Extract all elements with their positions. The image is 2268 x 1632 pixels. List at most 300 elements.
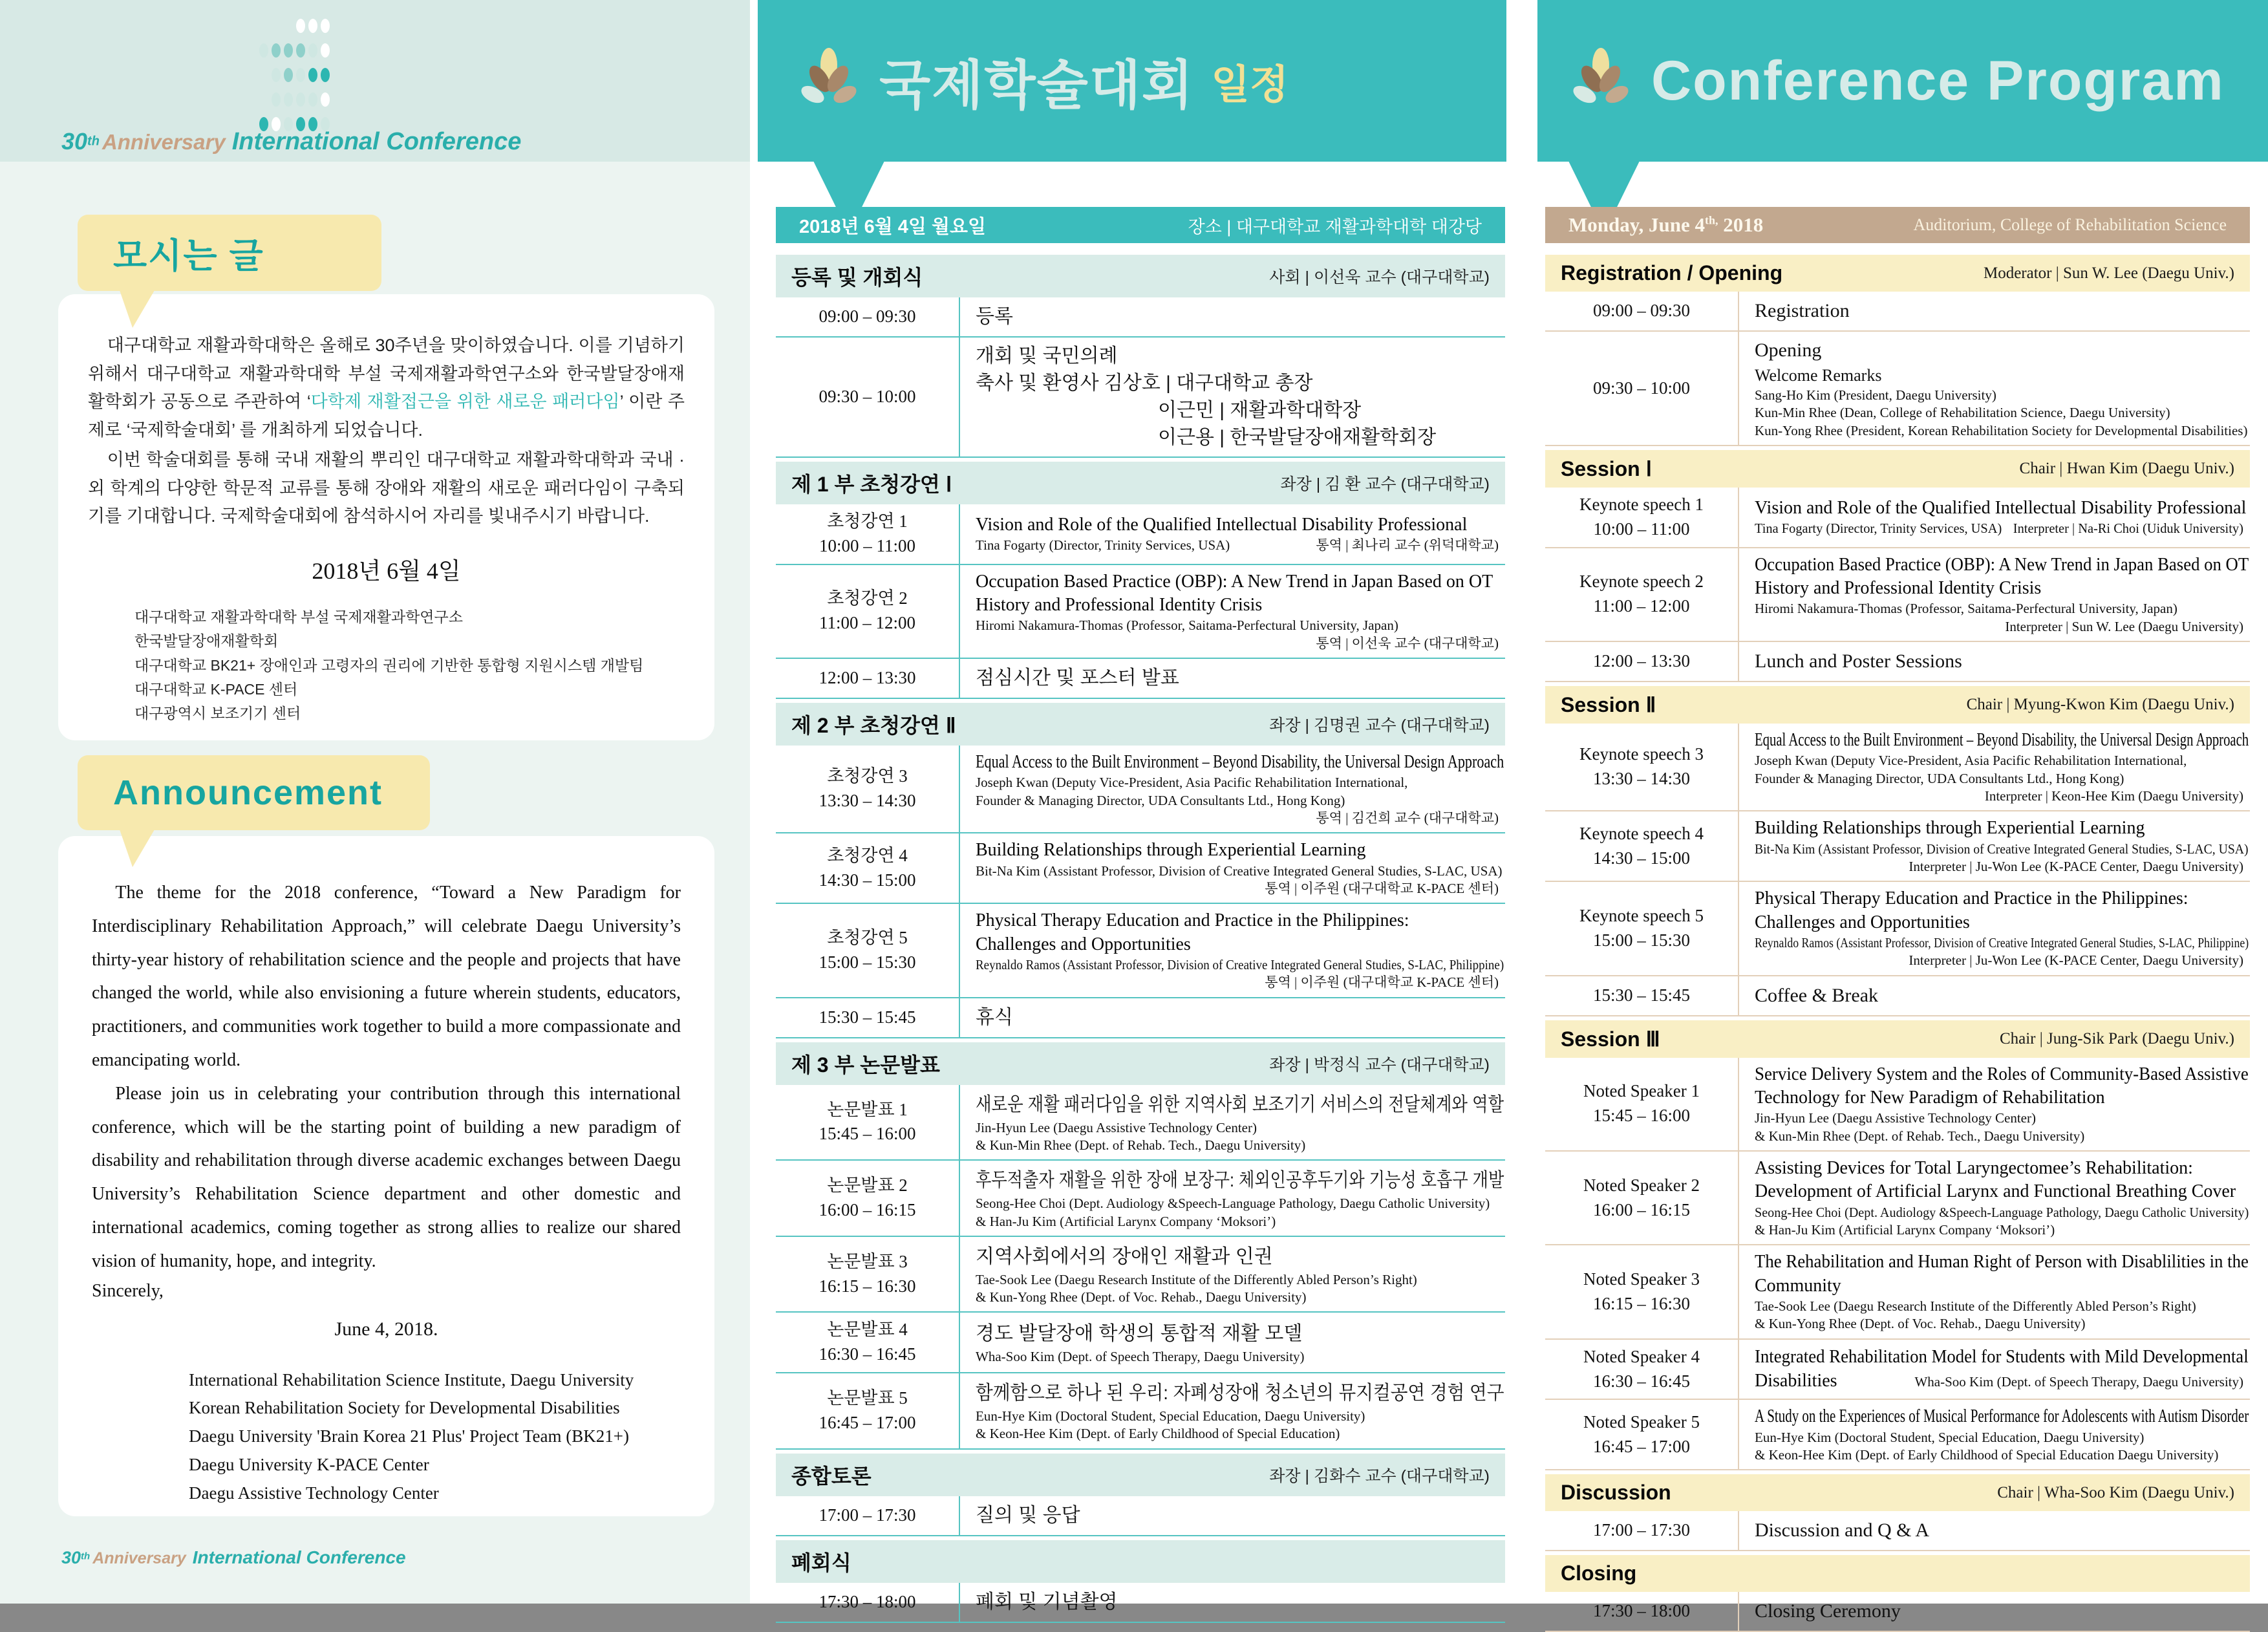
schedule-line: Jin-Hyun Lee (Daegu Assistive Technology Center) (1755, 1110, 2036, 1126)
invitation-bubble (78, 215, 381, 291)
time-text: 09:00 – 09:30 (1592, 301, 1690, 321)
schedule-line: Kun-Min Rhee (Dean, College of Rehabilitation Science, Daegu University) (1755, 405, 2170, 421)
schedule-line: 질의 및 응답 (976, 1504, 1080, 1526)
schedule-row (1545, 1152, 2250, 1245)
schedule-line: 후두적출자 재활을 위한 장애 보장구: 체외인공후두기와 기능성 호흡구 개발 (976, 1170, 1504, 1192)
time-text: 15:30 – 15:45 (1592, 985, 1690, 1005)
section-title: Session Ⅲ (1561, 1027, 1660, 1051)
section-title: Discussion (1561, 1481, 1671, 1505)
time-cell (776, 504, 960, 564)
schedule-line: & Kun-Yong Rhee (Dept. of Voc. Rehab., Daegu University) (1755, 1316, 2086, 1332)
section-title: Registration / Opening (1561, 261, 1783, 285)
schedule-line: Hiromi Nakamura-Thomas (Professor, Saitama-Perfectural University, Japan) (976, 617, 1398, 634)
time-text: 15:45 – 16:00 (1592, 1106, 1690, 1126)
schedule-line: Wha-Soo Kim (Dept. of Speech Therapy, Daegu University) (976, 1349, 1305, 1365)
schedule-row (1545, 1400, 2250, 1470)
content-cell (960, 1313, 1505, 1372)
time-text: 09:30 – 10:00 (1592, 378, 1690, 398)
schedule-table-english (1545, 251, 2250, 1632)
schedule-row (1545, 642, 2250, 682)
schedule-line: Vision and Role of the Qualified Intellectual Disability Professional (1755, 497, 2247, 518)
org-item: 한국발달장애재활학회 (134, 632, 279, 650)
schedule-line: Building Relationships through Experiential Learning (1755, 818, 2145, 839)
time-cell (1545, 811, 1739, 881)
time-text: 13:30 – 14:30 (818, 791, 916, 811)
time-text: 15:45 – 16:00 (818, 1124, 916, 1144)
content-cell (1739, 1058, 2250, 1150)
org-item: 대구대학교 BK21+ 장애인과 고령자의 권리에 기반한 통합형 지원시스템 개발팀 (134, 656, 644, 674)
schedule-row (776, 998, 1505, 1038)
schedule-row (776, 338, 1505, 458)
content-cell (960, 1373, 1505, 1448)
section-header (776, 255, 1505, 297)
schedule-row (1545, 292, 2250, 332)
schedule-row (1545, 724, 2250, 811)
time-cell (1545, 488, 1739, 547)
schedule-row (776, 297, 1505, 338)
content-cell (1739, 976, 2250, 1015)
invitation-organizations (134, 605, 685, 725)
section-title: 제 2 부 초청강연 Ⅱ (791, 713, 956, 737)
section-title: 등록 및 개회식 (791, 266, 923, 289)
schedule-line: Eun-Hye Kim (Doctoral Student, Special Education, Daegu University) (1755, 1429, 2145, 1445)
content-cell (960, 565, 1505, 658)
time-text: 초청강연 2 (827, 588, 908, 608)
schedule-row (776, 1161, 1505, 1237)
time-cell (1545, 1245, 1739, 1338)
schedule-row (776, 659, 1505, 699)
time-cell (776, 565, 960, 658)
schedule-row (1545, 1245, 2250, 1339)
time-cell (1545, 642, 1739, 681)
right-banner-title: Conference Program (1651, 49, 2225, 112)
brand-lockup: 30th Anniversary International Conference (61, 128, 522, 155)
schedule-line: 이근용 | 한국발달장애재활학회장 (1158, 427, 1437, 448)
invitation-label: 모시는 글 (113, 236, 264, 275)
schedule-row (776, 1496, 1505, 1536)
content-cell (960, 833, 1505, 903)
schedule-line: 폐회 및 기념촬영 (976, 1591, 1118, 1613)
schedule-line: Reynaldo Ramos (Assistant Professor, Division of Creative Integrated General Studies, S-LAC, Philippine) (1755, 935, 2249, 950)
time-text: 11:00 – 12:00 (1593, 596, 1690, 616)
time-cell (776, 338, 960, 456)
time-cell (1545, 1592, 1739, 1631)
section-header (1545, 450, 2250, 488)
time-cell (1545, 292, 1739, 330)
content-cell (1739, 332, 2250, 445)
section-chair-label: Chair | Wha-Soo Kim (Daegu Univ.) (1997, 1483, 2234, 1501)
content-cell (960, 1085, 1505, 1160)
time-text: Noted Speaker 4 (1583, 1346, 1700, 1366)
invitation-paragraph-2: 이번 학술대회를 통해 국내 재활의 뿌리인 대구대학교 재활과학대학과 국내 · 외 학계의 다양한 학문적 교류를 통해 장애와 재활의 새로운 패러다임이 구축되기를 기대합니다. 국제학술대회에 참석하시어 자리를 빛내주시기 바랍니다. (88, 449, 685, 526)
time-text: Noted Speaker 3 (1583, 1269, 1700, 1289)
section-header (1545, 255, 2250, 292)
schedule-row (1545, 488, 2250, 548)
section-title: 종합토론 (791, 1464, 872, 1488)
section-title: 제 3 부 논문발표 (791, 1053, 940, 1077)
time-cell (776, 1313, 960, 1372)
section-title: Session Ⅰ (1561, 456, 1653, 480)
org-item: Korean Rehabilitation Society for Developmental Disabilities (189, 1398, 620, 1418)
time-cell (776, 998, 960, 1037)
schedule-line: Physical Therapy Education and Practice in the Philippines: (1755, 888, 2188, 909)
time-text: 초청강연 5 (827, 928, 908, 948)
schedule-line: Registration (1755, 300, 1850, 321)
content-cell (1739, 724, 2250, 810)
signature: Sincerely, (92, 1280, 164, 1301)
time-cell (776, 297, 960, 336)
time-text: 16:45 – 17:00 (818, 1412, 916, 1432)
schedule-line: 함께함으로 하나 된 우리: 자폐성장애 청소년의 뮤지컬공연 경험 연구 (976, 1382, 1504, 1404)
schedule-line: Assisting Devices for Total Laryngectomee’s Rehabilitation: (1755, 1157, 2193, 1178)
time-cell (776, 1496, 960, 1535)
time-text: 논문발표 1 (827, 1099, 908, 1119)
schedule-line: Vision and Role of the Qualified Intellectual Disability Professional (976, 514, 1468, 535)
schedule-table-korean (776, 251, 1505, 1623)
brand-anniversary: Anniversary (102, 130, 226, 154)
time-text: 15:30 – 15:45 (818, 1007, 916, 1027)
content-cell (960, 1583, 1505, 1622)
schedule-line: Integrated Rehabilitation Model for Students with Mild Developmental (1755, 1347, 2249, 1368)
content-cell (1739, 548, 2250, 641)
announcement-organizations (189, 1366, 681, 1508)
section-title: 폐회식 (791, 1551, 851, 1574)
schedule-line: Joseph Kwan (Deputy Vice-President, Asia Pacific Rehabilitation International, (1755, 753, 2187, 769)
leaf-logo-icon (1568, 42, 1633, 120)
schedule-line: Challenges and Opportunities (1755, 912, 1970, 932)
brand-conference: International Conference (231, 128, 522, 155)
section-chair-label: 좌장 | 김 환 교수 (대구대학교) (1280, 475, 1490, 493)
announcement-paragraph-2: Please join us in celebrating your contribution through this international conference, which will be the starting point of building a new paradigm of disability and rehabilitation through diverse academic exchanges between Daegu University’s Rehabilitation Science department and other domestic and international academics, coming together as strong allies to realize our shared vision of humanity, hope, and integrity. (92, 1083, 681, 1271)
time-text: 초청강연 4 (827, 845, 908, 865)
time-text: 16:30 – 16:45 (1592, 1371, 1690, 1391)
schedule-line: & Kun-Yong Rhee (Dept. of Voc. Rehab., Daegu University) (976, 1289, 1307, 1305)
org-item: 대구광역시 보조기기 센터 (134, 705, 301, 722)
content-cell (1739, 811, 2250, 881)
schedule-line: A Study on the Experiences of Musical Performance for Adolescents with Autism Disorder (1755, 1406, 2249, 1427)
content-cell (960, 504, 1505, 564)
time-cell (1545, 332, 1739, 445)
schedule-line: 통역 | 이주원 (대구대학교 K-PACE 센터) (1265, 880, 1499, 896)
interpreter-text: 통역 | 최나리 교수 (위덕대학교) (1316, 537, 1499, 553)
schedule-line: Service Delivery System and the Roles of Community-Based Assistive (1755, 1064, 2249, 1084)
org-item: International Rehabilitation Science Institute, Daegu University (189, 1369, 634, 1390)
schedule-line: Founder & Managing Director, UDA Consultants Ltd., Hong Kong) (1755, 770, 2124, 786)
section-chair-label: 사회 | 이선욱 교수 (대구대학교) (1269, 268, 1490, 286)
section-header (1545, 1555, 2250, 1592)
announcement-label: Announcement (113, 773, 383, 812)
content-cell (960, 1496, 1505, 1535)
schedule-line: Interpreter | Ju-Won Lee (K-PACE Center, Daegu University) (1909, 952, 2243, 969)
schedule-line: Tae-Sook Lee (Daegu Research Institute of the Differently Abled Person’s Right) (976, 1271, 1417, 1287)
schedule-line: Occupation Based Practice (OBP): A New Trend in Japan Based on OT (1755, 554, 2249, 575)
time-text: 논문발표 4 (827, 1320, 908, 1340)
schedule-line: Bit-Na Kim (Assistant Professor, Division of Creative Integrated General Studies, S-LAC, USA) (1755, 841, 2249, 857)
schedule-row (1545, 332, 2250, 446)
middle-banner-subtitle: 일정 (1211, 62, 1289, 107)
schedule-line: Interpreter | Keon-Hee Kim (Daegu University) (1984, 788, 2243, 804)
time-text: 초청강연 3 (827, 766, 908, 786)
time-text: 13:30 – 14:30 (1592, 769, 1690, 789)
time-cell (776, 1161, 960, 1236)
time-text: 11:00 – 12:00 (818, 613, 915, 633)
footer-brand-lockup: 30th Anniversary International Conference (61, 1547, 406, 1567)
content-cell (1739, 1592, 2250, 1631)
content-cell (960, 338, 1505, 456)
time-cell (1545, 1058, 1739, 1150)
time-text: 16:30 – 16:45 (818, 1344, 916, 1364)
schedule-line: & Kun-Min Rhee (Dept. of Rehab. Tech., Daegu University) (976, 1137, 1306, 1153)
announcement-bubble (78, 755, 430, 830)
time-text: 논문발표 2 (827, 1176, 908, 1196)
schedule-line (976, 537, 1504, 554)
right-date-bar (1545, 207, 2250, 243)
schedule-line (1755, 1369, 2249, 1393)
section-chair-label: 좌장 | 박정식 교수 (대구대학교) (1269, 1055, 1490, 1074)
time-text: Keynote speech 3 (1579, 744, 1704, 764)
announcement-paragraph-1: The theme for the 2018 conference, “Toward a New Paradigm for Interdisciplinary Rehabilitation Approach,” will celebrate Daegu University’s thirty-year history of rehabilitation science and the people and projects that have changed the world, while also envisioning a future wherein students, educators, practitioners, and communities work together to build a more compassionate and emancipating world. (92, 883, 681, 1070)
right-date: Monday, June $4^{th,}$ 2018 (1568, 213, 1764, 236)
schedule-line: Building Relationships through Experiential Learning (976, 840, 1366, 861)
schedule-line: 등록 (976, 306, 1013, 327)
section-chair-label: 좌장 | 김화수 교수 (대구대학교) (1269, 1466, 1490, 1485)
time-text: 17:30 – 18:00 (1592, 1601, 1690, 1621)
time-text: 17:00 – 17:30 (818, 1505, 916, 1525)
schedule-row (1545, 882, 2250, 976)
section-header (776, 1540, 1505, 1583)
time-text: Noted Speaker 5 (1583, 1412, 1700, 1432)
interpreter-text: Wha-Soo Kim (Dept. of Speech Therapy, Daegu University) (1914, 1373, 2243, 1390)
time-text: 16:15 – 16:30 (1592, 1294, 1690, 1314)
schedule-line: Welcome Remarks (1755, 366, 1882, 385)
schedule-row (776, 504, 1505, 565)
time-text: 17:00 – 17:30 (1592, 1520, 1690, 1540)
section-chair-label: Chair | Jung-Sik Park (Daegu Univ.) (1999, 1029, 2234, 1047)
time-text: 15:00 – 15:30 (818, 952, 916, 972)
time-text: 12:00 – 13:30 (818, 668, 916, 688)
time-cell (776, 1583, 960, 1622)
schedule-row (1545, 548, 2250, 642)
time-text: 16:45 – 17:00 (1592, 1436, 1690, 1456)
time-text: Keynote speech 4 (1579, 823, 1704, 843)
section-title: Session Ⅱ (1561, 693, 1656, 716)
time-text: 15:00 – 15:30 (1592, 930, 1690, 950)
content-cell (1739, 1511, 2250, 1550)
middle-date-bar (776, 207, 1505, 243)
schedule-row (1545, 1511, 2250, 1551)
section-header (1545, 686, 2250, 724)
schedule-line: Closing Ceremony (1755, 1600, 1901, 1622)
section-header (1545, 1020, 2250, 1058)
time-text: Keynote speech 5 (1579, 906, 1704, 926)
schedule-line: 개회 및 국민의례 (976, 345, 1118, 367)
org-item: 대구대학교 K-PACE 센터 (134, 680, 298, 698)
content-cell (960, 746, 1505, 832)
schedule-line: Interpreter | Sun W. Lee (Daegu University) (2005, 618, 2243, 634)
section-header (776, 1042, 1505, 1085)
org-item: 대구대학교 재활과학대학 부설 국제재활과학연구소 (134, 608, 463, 626)
time-text: 17:30 – 18:00 (818, 1591, 916, 1611)
section-header (776, 462, 1505, 504)
section-header (776, 703, 1505, 746)
time-text: 14:30 – 15:00 (1592, 848, 1690, 868)
time-text: Keynote speech 2 (1579, 572, 1704, 592)
schedule-line: & Keon-Hee Kim (Dept. of Early Childhood of Special Education Daegu University) (1755, 1447, 2219, 1463)
time-text: 10:00 – 11:00 (818, 535, 915, 555)
speaker-text: Tina Fogarty (Director, Trinity Services, USA) (976, 537, 1230, 553)
content-cell (1739, 1152, 2250, 1244)
section-chair-label: Chair | Myung-Kwon Kim (Daegu Univ.) (1966, 695, 2234, 713)
invitation-card (58, 294, 714, 740)
schedule-line: Kun-Yong Rhee (President, Korean Rehabilitation Society for Developmental Disabilities) (1755, 422, 2248, 438)
time-cell (1545, 1152, 1739, 1244)
invitation-date: 2018년 6월 4일 (312, 558, 461, 585)
schedule-line: & Han-Ju Kim (Artificial Larynx Company ‘Moksori’) (1755, 1222, 2055, 1238)
time-cell (1545, 976, 1739, 1015)
schedule-line: Development of Artificial Larynx and Functional Breathing Cover (1755, 1181, 2236, 1202)
content-cell (960, 1237, 1505, 1312)
schedule-line: Eun-Hye Kim (Doctoral Student, Special Education, Daegu University) (976, 1408, 1365, 1424)
schedule-row (776, 1583, 1505, 1623)
schedule-line: Technology for New Paradigm of Rehabilitation (1755, 1087, 2105, 1108)
time-text: 초청강연 1 (827, 511, 908, 531)
org-item: Daegu University 'Brain Korea 21 Plus' Project Team (BK21+) (189, 1426, 629, 1446)
content-cell (1739, 642, 2250, 681)
schedule-line: Tae-Sook Lee (Daegu Research Institute of the Differently Abled Person’s Right) (1755, 1298, 2196, 1315)
time-cell (776, 659, 960, 698)
section-header (776, 1454, 1505, 1496)
conference-theme-highlight: 다학제 재활접근을 위한 새로운 패러다임 (310, 392, 620, 412)
schedule-row (776, 1237, 1505, 1313)
schedule-row (1545, 1592, 2250, 1632)
schedule-line: 통역 | 이주원 (대구대학교 K-PACE 센터) (1265, 974, 1499, 991)
schedule-line: 축사 및 환영사 김상호 | 대구대학교 총장 (976, 372, 1313, 394)
schedule-line: Reynaldo Ramos (Assistant Professor, Division of Creative Integrated General Studies, S-LAC, Philippine) (976, 957, 1504, 973)
schedule-line: 점심시간 및 포스터 발표 (976, 667, 1179, 689)
schedule-row (1545, 811, 2250, 882)
schedule-line: 통역 | 김건희 교수 (대구대학교) (1316, 810, 1499, 826)
time-cell (1545, 548, 1739, 641)
time-cell (1545, 724, 1739, 810)
content-cell (1739, 882, 2250, 974)
schedule-line: 경도 발달장애 학생의 통합적 재활 모델 (976, 1323, 1303, 1345)
right-venue: Auditorium, College of Rehabilitation Science (1913, 215, 2227, 234)
schedule-row (776, 1085, 1505, 1161)
time-text: 16:00 – 16:15 (818, 1200, 916, 1219)
time-text: 12:00 – 13:30 (1592, 651, 1690, 671)
section-chair-label: 좌장 | 김명권 교수 (대구대학교) (1269, 716, 1490, 735)
time-cell (776, 1237, 960, 1312)
schedule-line: 지역사회에서의 장애인 재활과 인권 (976, 1245, 1273, 1267)
left-header-block (0, 0, 750, 162)
schedule-line: Equal Access to the Built Environment – Beyond Disability, the Universal Design Approach (1755, 729, 2249, 750)
schedule-line: 새로운 재활 패러다임을 위한 지역사회 보조기기 서비스의 전달체계와 역할 (976, 1093, 1504, 1115)
time-cell (1545, 882, 1739, 974)
time-text: 09:00 – 09:30 (818, 306, 916, 327)
time-cell (1545, 1400, 1739, 1469)
schedule-line: History and Professional Identity Crisis (976, 594, 1263, 615)
schedule-row (776, 565, 1505, 659)
time-text: Keynote speech 1 (1579, 494, 1704, 514)
schedule-line: Seong-Hee Choi (Dept. Audiology &Speech-Language Pathology, Daegu Catholic University) (976, 1196, 1490, 1212)
content-cell (1739, 1400, 2250, 1469)
schedule-line: Jin-Hyun Lee (Daegu Assistive Technology Center) (976, 1119, 1257, 1135)
time-text: 16:00 – 16:15 (1592, 1199, 1690, 1219)
schedule-line (1755, 520, 2243, 537)
schedule-line: Bit-Na Kim (Assistant Professor, Division of Creative Integrated General Studies, S-LAC, USA) (976, 863, 1503, 879)
interpreter-text: Interpreter | Na-Ri Choi (Uiduk University) (2013, 521, 2243, 537)
schedule-line: Coffee & Break (1755, 984, 1879, 1006)
schedule-line: Lunch and Poster Sessions (1755, 650, 1962, 672)
schedule-line: 통역 | 이선욱 교수 (대구대학교) (1316, 635, 1499, 651)
schedule-line: Community (1755, 1275, 1841, 1296)
schedule-line: The Rehabilitation and Human Right of Person with Disablilities in the (1755, 1252, 2249, 1272)
right-banner (1537, 0, 2268, 162)
content-cell (1739, 1340, 2250, 1399)
schedule-line: Sang-Ho Kim (President, Daegu University) (1755, 387, 1996, 403)
time-text: 논문발표 3 (827, 1251, 908, 1271)
time-text: Noted Speaker 2 (1583, 1175, 1700, 1195)
content-cell (960, 1161, 1505, 1236)
brand-number: 30 (61, 128, 88, 155)
schedule-line: Interpreter | Ju-Won Lee (K-PACE Center, Daegu University) (1909, 858, 2243, 874)
time-cell (776, 904, 960, 996)
schedule-row (776, 746, 1505, 833)
announcement-card (58, 836, 714, 1516)
speaker-text: Disabilities (1755, 1370, 1837, 1391)
time-cell (776, 1085, 960, 1160)
schedule-row (776, 904, 1505, 998)
middle-banner (758, 0, 1506, 162)
schedule-line: Occupation Based Practice (OBP): A New Trend in Japan Based on OT (976, 571, 1493, 592)
speaker-text: Tina Fogarty (Director, Trinity Services, USA) (1755, 521, 2002, 537)
time-cell (1545, 1340, 1739, 1399)
schedule-line: & Han-Ju Kim (Artificial Larynx Company ‘Moksori’) (976, 1213, 1276, 1229)
invitation-paragraph-1: 대구대학교 재활과학대학은 올해로 30주년을 맞이하였습니다. 이를 기념하기 위해서 대구대학교 재활과학대학 부설 국제재활과학연구소와 한국발달장애재활학회가 공동으로 주관하여 ‘다학제 재활접근을 위한 새로운 패러다임’ 이란 주제로 ‘국제학술대회’ 를 개최하게 되었습니다. (88, 336, 685, 440)
time-cell (776, 746, 960, 832)
org-item: Daegu Assistive Technology Center (189, 1483, 439, 1503)
time-text: 논문발표 5 (827, 1388, 908, 1408)
time-cell (776, 833, 960, 903)
schedule-line: Discussion and Q & A (1755, 1519, 1929, 1541)
section-header (1545, 1474, 2250, 1511)
time-cell (776, 1373, 960, 1448)
content-cell (1739, 292, 2250, 330)
dot-pattern-graphic (257, 18, 332, 134)
schedule-line: History and Professional Identity Crisis (1755, 577, 2042, 598)
schedule-line: 이근민 | 재활과학대학장 (1158, 400, 1362, 421)
announcement-date: June 4, 2018. (334, 1318, 438, 1340)
schedule-line: Joseph Kwan (Deputy Vice-President, Asia Pacific Rehabilitation International, (976, 775, 1408, 791)
leaf-logo-icon (797, 42, 861, 120)
org-item: Daegu University K-PACE Center (189, 1454, 429, 1474)
schedule-row (776, 833, 1505, 904)
content-cell (1739, 1245, 2250, 1338)
schedule-line: Equal Access to the Built Environment – Beyond Disability, the Universal Design Approach (976, 751, 1504, 772)
schedule-line: Hiromi Nakamura-Thomas (Professor, Saitama-Perfectural University, Japan) (1755, 601, 2177, 617)
time-text: 09:30 – 10:00 (818, 387, 916, 407)
schedule-row (776, 1313, 1505, 1373)
schedule-line: 휴식 (976, 1006, 1013, 1028)
schedule-row (776, 1373, 1505, 1450)
schedule-line: & Keon-Hee Kim (Dept. of Early Childhood of Special Education) (976, 1426, 1340, 1442)
schedule-line: Seong-Hee Choi (Dept. Audiology &Speech-Language Pathology, Daegu Catholic University) (1755, 1204, 2249, 1220)
time-text: 14:30 – 15:00 (818, 870, 916, 890)
time-cell (1545, 1511, 1739, 1550)
time-text: Noted Speaker 1 (1583, 1081, 1700, 1101)
middle-banner-title: 국제학술대회 (879, 56, 1195, 115)
schedule-line: Founder & Managing Director, UDA Consultants Ltd., Hong Kong) (976, 792, 1345, 808)
